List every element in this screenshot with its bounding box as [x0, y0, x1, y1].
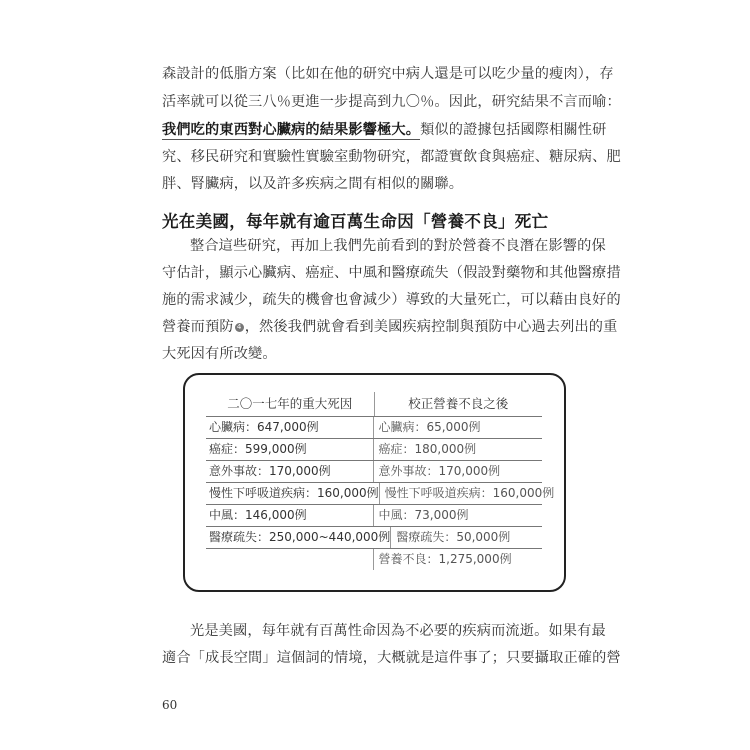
table-row — [206, 505, 542, 527]
section-heading: 光在美國，每年就有逾百萬生命因「營養不良」死亡 — [162, 212, 549, 231]
body-text-line: 大死因有所改變。 — [162, 346, 277, 362]
column-header: 校正營養不良之後 — [408, 396, 509, 411]
footnote-marker[interactable]: 4 — [235, 323, 244, 332]
body-text-line: 胖、腎臟病，以及許多疾病之間有相似的關聯。 — [162, 176, 464, 192]
column-header: 二〇一七年的重大死因 — [206, 392, 375, 416]
body-text-line: 森設計的低脂方案（比如在他的研究中病人還是可以吃少量的瘦肉），存 — [162, 66, 614, 82]
body-text-line: 整合這些研究，再加上我們先前看到的對於營養不良潛在影響的保 — [190, 238, 606, 254]
body-text-line: 光是美國，每年就有百萬性命因為不必要的疾病而流逝。如果有最 — [190, 623, 606, 639]
table-cell: 癌症：599,000例 — [206, 439, 374, 460]
table-cell: 心臟病：647,000例 — [206, 417, 374, 438]
emphasized-text: 我們吃的東西對心臟病的結果影響極大。 — [162, 122, 421, 138]
table-cell: 慢性下呼吸道疾病：160,000例 — [384, 486, 555, 500]
table-cell: 心臟病：65,000例 — [378, 420, 481, 434]
table-row — [206, 527, 542, 549]
body-text: 類似的證據包括國際相關性研 — [420, 122, 607, 138]
body-text-line — [162, 317, 618, 337]
body-text-line — [162, 120, 607, 140]
table-cell: 營養不良：1,275,000例 — [378, 552, 512, 566]
body-text-line: 適合「成長空間」這個詞的情境，大概就是這件事了；只要攝取正確的營 — [162, 650, 621, 666]
table-row — [206, 439, 542, 461]
table-cell: 中風：146,000例 — [206, 505, 374, 526]
table-cell: 癌症：180,000例 — [378, 442, 477, 456]
table-header — [206, 392, 542, 417]
table-cell: 醫療疏失：250,000~440,000例 — [206, 527, 391, 548]
table-row — [206, 461, 542, 483]
body-text-line: 施的需求減少，疏失的機會也會減少）導致的大量死亡，可以藉由良好的 — [162, 292, 621, 308]
body-text-line: 守估計，顯示心臟病、癌症、中風和醫療疏失（假設對藥物和其他醫療措 — [162, 265, 621, 281]
table-cell: 醫療疏失：50,000例 — [396, 530, 511, 544]
table-cell: 慢性下呼吸道疾病：160,000例 — [206, 483, 380, 504]
table-cell: 意外事故：170,000例 — [206, 461, 374, 482]
body-text: 營養而預防 — [162, 319, 234, 335]
table-row — [206, 483, 555, 505]
table-cell: 中風：73,000例 — [378, 508, 469, 522]
page-number: 60 — [162, 698, 178, 712]
table-cell: 意外事故：170,000例 — [378, 464, 501, 478]
causes-of-death-table — [206, 392, 555, 570]
body-text-line: 究、移民研究和實驗性實驗室動物研究，都證實飲食與癌症、糖尿病、肥 — [162, 149, 621, 165]
table-row — [206, 417, 542, 439]
body-text-line: 活率就可以從三八％更進一步提高到九〇％。因此，研究結果不言而喻： — [162, 94, 621, 110]
table-cell — [206, 549, 374, 570]
body-text: ，然後我們就會看到美國疾病控制與預防中心過去列出的重 — [244, 319, 618, 335]
table-row — [206, 549, 542, 570]
